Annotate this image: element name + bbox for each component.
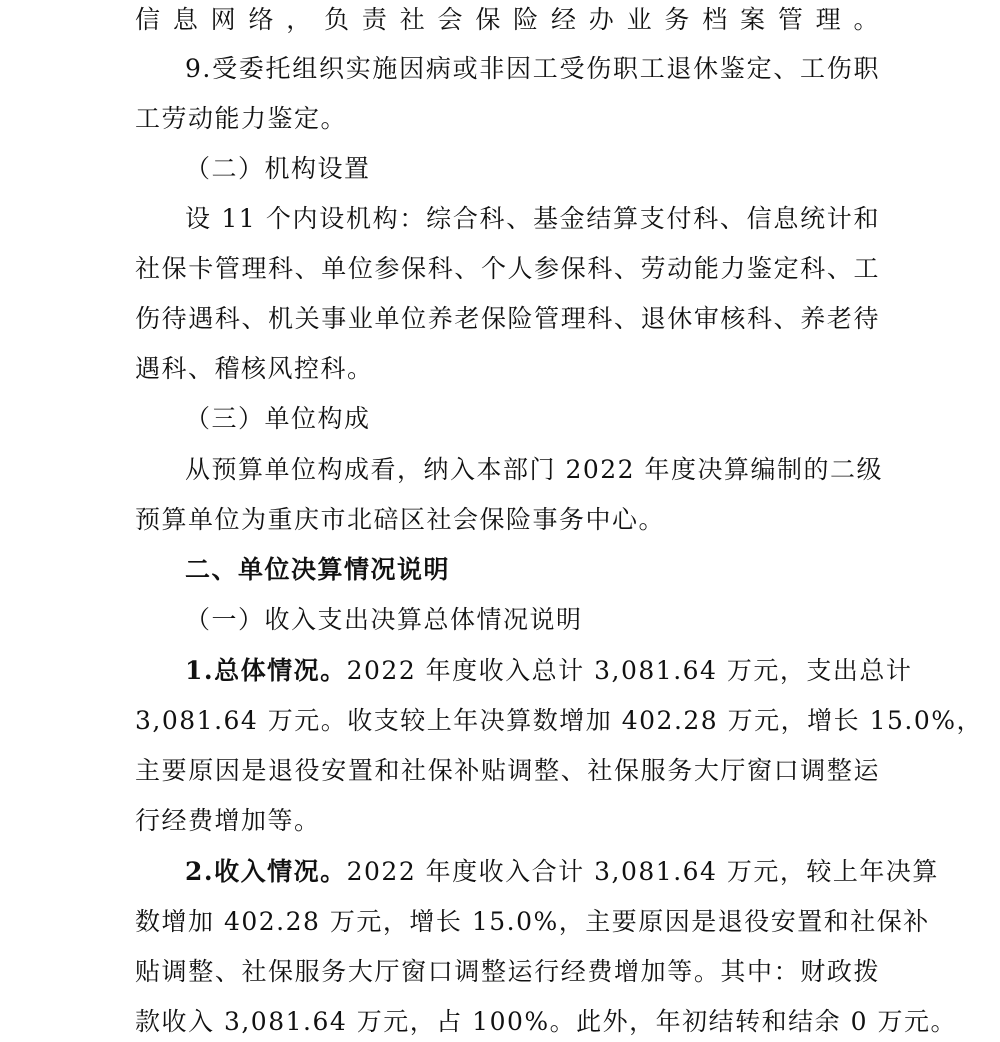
- paragraph-line: 3,081.64 万元。收支较上年决算数增加 402.28 万元，增长 15.0%，: [135, 706, 984, 735]
- paragraph-line: 主要原因是退役安置和社保补贴调整、社保服务大厅窗口调整运: [135, 756, 880, 785]
- paragraph-text: 2022 年度收入总计 3,081.64 万元，支出总计: [346, 656, 913, 685]
- paragraph-line: 预算单位为重庆市北碚区社会保险事务中心。: [135, 505, 666, 534]
- paragraph-line: [135, 651, 913, 691]
- paragraph-line: 工劳动能力鉴定。: [135, 104, 348, 133]
- inline-bold-label: 2.收入情况。: [185, 857, 347, 886]
- paragraph-line: 行经费增加等。: [135, 806, 321, 835]
- paragraph-line: 9.受委托组织实施因病或非因工受伤职工退休鉴定、工伤职: [185, 54, 880, 83]
- paragraph-line: 款收入 3,081.64 万元，占 100%。此外，年初结转和结余 0 万元。: [135, 1007, 957, 1036]
- inline-bold-label: 1.总体情况。: [185, 656, 347, 685]
- paragraph-line: 信息网络，负责社会保险经办业务档案管理。: [135, 5, 880, 34]
- paragraph-line: [135, 852, 939, 892]
- subsection-heading: （一）收入支出决算总体情况说明: [185, 605, 583, 634]
- section-heading-bold: 二、单位决算情况说明: [185, 555, 451, 584]
- paragraph-line: 数增加 402.28 万元，增长 15.0%，主要原因是退役安置和社保补: [135, 907, 930, 936]
- paragraph-line: 从预算单位构成看，纳入本部门 2022 年度决算编制的二级: [185, 455, 884, 484]
- paragraph-line: 遇科、稽核风控科。: [135, 354, 374, 383]
- paragraph-line: 伤待遇科、机关事业单位养老保险管理科、退休审核科、养老待: [135, 304, 880, 333]
- section-heading: （三）单位构成: [185, 404, 371, 433]
- paragraph-line: 社保卡管理科、单位参保科、个人参保科、劳动能力鉴定科、工: [135, 254, 880, 283]
- paragraph-text: 2022 年度收入合计 3,081.64 万元，较上年决算: [346, 857, 939, 886]
- section-heading: （二）机构设置: [185, 154, 371, 183]
- paragraph-line: 贴调整、社保服务大厅窗口调整运行经费增加等。其中：财政拨: [135, 957, 880, 986]
- paragraph-line: 设 11 个内设机构：综合科、基金结算支付科、信息统计和: [185, 204, 880, 233]
